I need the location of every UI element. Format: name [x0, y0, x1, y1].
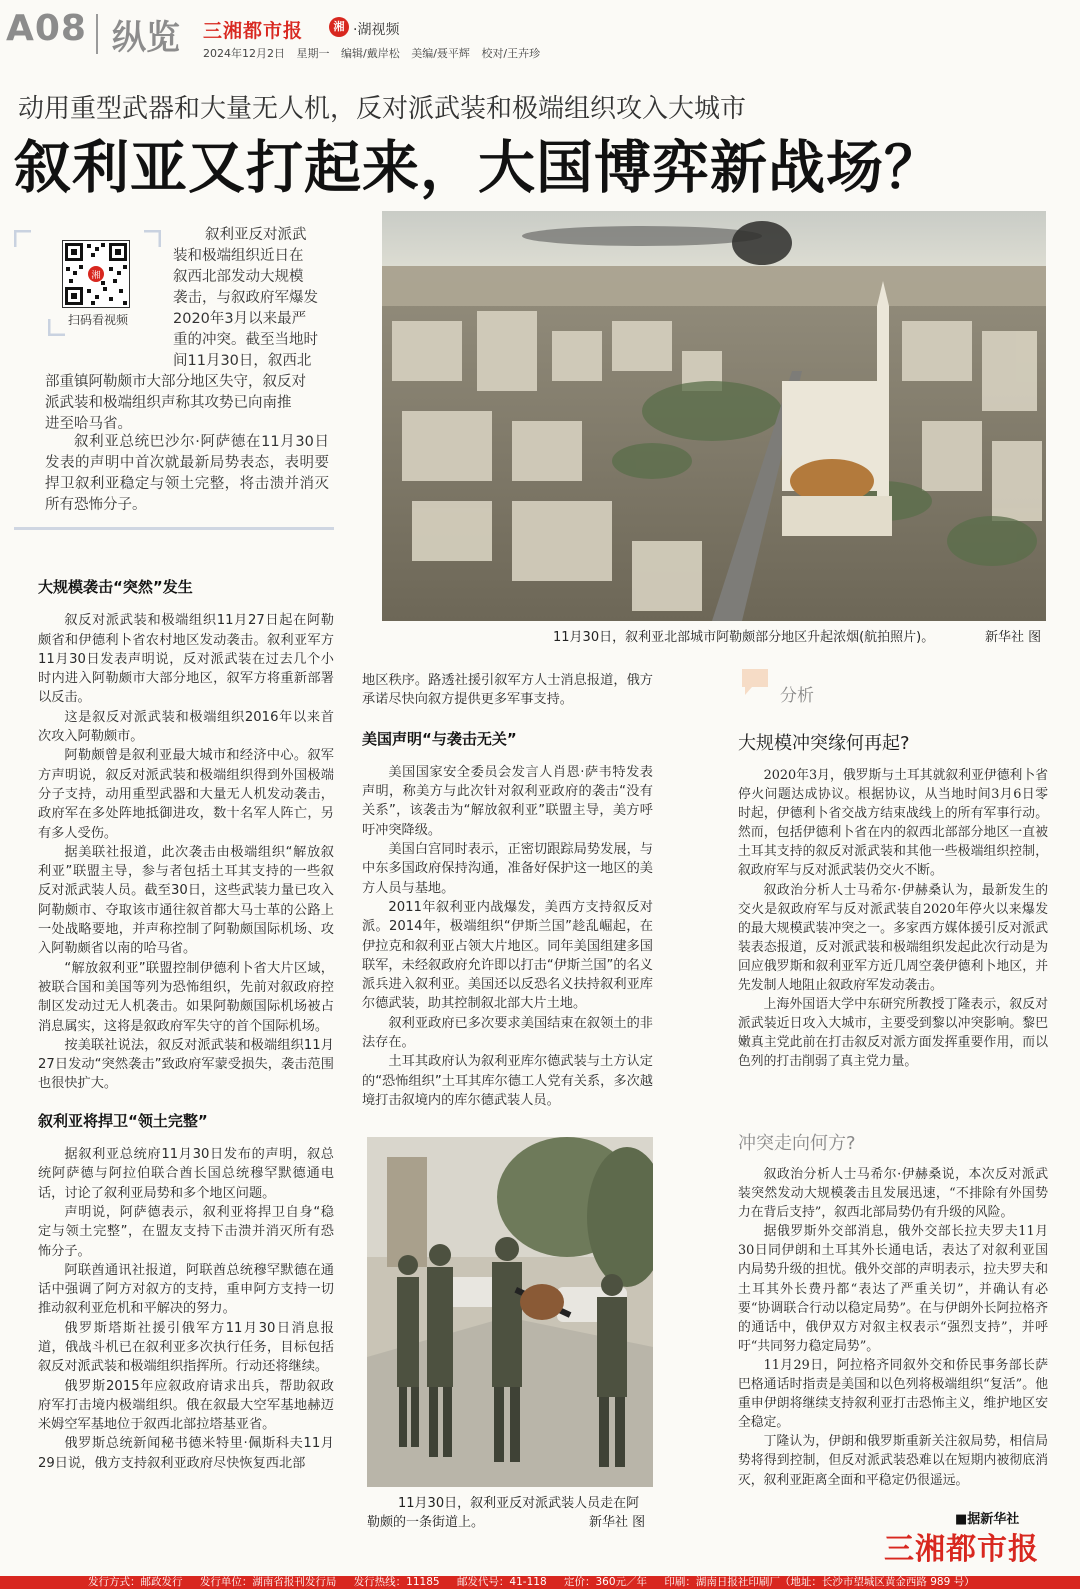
column-2 [362, 671, 653, 1110]
paragraph: 上海外国语大学中东研究所教授丁隆表示，叙反对派武装近日攻入大城市，主要受到黎以冲突影响。黎巴嫩真主党此前在打击叙反对派方面发挥重要作用，而以色列的打击削弱了真主党力量。 [738, 997, 1048, 1070]
lead-line: 2020年3月以来最严 [173, 311, 307, 327]
footer-item: 发行方式：邮政发行 [88, 1576, 183, 1588]
photo2-caption-line: 勒颇的一条街道上。 [367, 1515, 485, 1530]
app-logo-icon: 湘 [329, 17, 349, 37]
designer-credit: 美编/聂平辉 [411, 47, 470, 60]
paragraph: 叙反对派武装和极端组织11月27日起在阿勒颇省和伊德利卜省农村地区发动袭击。叙利亚军方11月30日发表声明说，反对派武装在过去几个小时内进入阿勒颇市大部分地区，叙军方将重新部署以反击。 [38, 613, 334, 706]
paragraph: 按美联社说法，叙反对派武装和极端组织11月27日发动“突然袭击”致政府军蒙受损失，袭击范围也很快扩大。 [38, 1037, 334, 1092]
photo2-caption-line: 11月30日，叙利亚反对派武装人员走在阿 [398, 1496, 640, 1511]
footer-info [88, 1576, 989, 1589]
weekday: 星期一 [296, 47, 330, 60]
article-source: ■据新华社 [955, 1512, 1020, 1527]
brand-name: 三湘都市报 [203, 20, 304, 42]
footer-item: 定价：360元／年 [563, 1576, 648, 1588]
paragraph: 丁隆认为，伊朗和俄罗斯重新关注叙局势，相信局势将得到控制，但反对派武装恐难以在短期内被彻底消灭，叙利亚距离全面和平稳定仍很遥远。 [738, 1434, 1048, 1488]
section-heading: 大规模袭击“突然”发生 [38, 578, 193, 596]
photo1-caption: 11月30日，叙利亚北部城市阿勒颇部分地区升起浓烟(航拍照片)。 [553, 630, 935, 645]
lead-line: 派武装和极端组织声称其攻势已向南推 [45, 395, 292, 411]
section-heading: 美国声明“与袭击无关” [362, 729, 517, 748]
app-name: ·湖视频 [353, 22, 400, 38]
paragraph: 这是叙反对派武装和极端组织2016年以来首次攻入阿勒颇市。 [38, 709, 334, 745]
lead-paragraph: 叙利亚总统巴沙尔·阿萨德在11月30日发表的声明中首次就最新局势表态，表明要捍卫叙利亚稳定与领土完整，将击溃并消灭所有恐怖分子。 [45, 434, 329, 513]
paragraph: 俄罗斯塔斯社援引俄军方11月30日消息报道，俄战斗机已在叙利亚多次执行任务，目标包括叙反对派武装和极端组织指挥所。行动还将继续。 [38, 1320, 334, 1375]
proofreader-credit: 校对/王卉珍 [481, 47, 541, 60]
lead-line: 重的冲突。截至当地时 [173, 332, 318, 348]
lead-line: 进至哈马省。 [45, 416, 132, 432]
frame-corner-icon [14, 230, 32, 248]
paragraph: 声明说，阿萨德表示，叙利亚将捍卫自身“稳定与领土完整”，在盟友支持下击溃并消灭所有恐怖分子。 [38, 1204, 334, 1259]
photo2-credit: 新华社 图 [589, 1515, 646, 1530]
paragraph: 美国白宫同时表示，正密切跟踪局势发展，与中东多国政府保持沟通，准备好保护这一地区的美方人员与基地。 [362, 842, 653, 896]
section-heading: 叙利亚将捍卫“领土完整” [38, 1111, 208, 1130]
section-title: 纵览 [112, 18, 180, 58]
paragraph: 美国国家安全委员会发言人肖恩·萨韦特发表声明，称美方与此次针对叙利亚政府的袭击“没有关系”，该袭击为“解放叙利亚”联盟主导，美方呼吁冲突降级。 [362, 764, 653, 838]
headline: 叙利亚又打起来，大国博弈新战场？ [14, 135, 942, 201]
paragraph: 据俄罗斯外交部消息，俄外交部长拉夫罗夫11月30日同伊朗和土耳其外长通电话，表达了对叙利亚国内局势升级的担忧。俄外交部的声明表示，拉夫罗夫和土耳其外长费丹都“表达了严重关切”，并确认有必要“协调联合行动以稳定局势”。在与伊朗外长阿拉格齐的通话中，俄伊双方对叙主权表示“强烈支持”，并呼吁“共同努力稳定局势”。 [738, 1224, 1048, 1354]
fighters-street-photo [367, 1137, 653, 1487]
lead-line: 部重镇阿勒颇市大部分地区失守，叙反对 [45, 374, 306, 390]
date-line [203, 45, 548, 61]
footer-item: 印刷：湖南日报社印刷厂（地址：长沙市望城区黄金西路 989 号） [664, 1576, 975, 1588]
qr-code-icon[interactable] [62, 240, 130, 308]
paragraph: “解放叙利亚”联盟控制伊德利卜省大片区域，被联合国和美国等列为恐怖组织，先前对叙政府控制区发动过无人机袭击。如果阿勒颇国际机场被占消息属实，这将是叙政府军失守的首个国际机场。 [38, 960, 334, 1034]
paragraph: 据美联社报道，此次袭击由极端组织“解放叙利亚”联盟主导，参与者包括土耳其支持的一些叙反对派武装人员。截至30日，这些武装力量已攻入阿勒颇市、夺取该市通往叙首都大马士革的公路上一处战略要地，并声称控制了阿勒颇国际机场、攻入阿勒颇省以南的哈马省。 [38, 844, 334, 957]
paragraph: 叙政治分析人士马希尔·伊赫桑说，本次反对派武装突然发动大规模袭击且发展迅速，“不排除有外国势力在背后支持”，叙西北部局势仍有升级的风险。 [738, 1167, 1048, 1221]
footer-logo: 三湘都市报 [884, 1532, 1039, 1567]
analysis-label: 分析 [780, 686, 814, 706]
lead-line: 装和极端组织近日在 [173, 248, 304, 264]
footer-item: 发行热线：11185 [353, 1576, 440, 1588]
paragraph: 俄罗斯总统新闻秘书德米特里·佩斯科夫11月29日说，俄方支持叙利亚政府尽快恢复西北部 [38, 1436, 334, 1471]
column-1 [38, 578, 334, 1473]
speech-bubble-icon [740, 667, 770, 697]
paragraph: 2020年3月，俄罗斯与土耳其就叙利亚伊德利卜省停火问题达成协议。根据协议，从当地时间3月6日零时起，伊德利卜省交战方结束战线上的所有军事行动。然而，包括伊德利卜省在内的叙西北部部分地区一直被土耳其支持的叙反对派武装和其他一些极端组织控制，叙政府军与反对派武装仍交火不断。 [738, 768, 1048, 879]
footer-item: 邮发代号：41-118 [456, 1576, 547, 1588]
page-number: A08 [6, 8, 87, 49]
aleppo-aerial-photo [382, 211, 1046, 621]
outlook-subheading: 冲突走向何方? [738, 1133, 856, 1154]
footer-item: 发行单位：湖南省报刊发行局 [199, 1576, 337, 1588]
svg-text:湘: 湘 [91, 271, 101, 281]
paragraph: 据叙利亚总统府11月30日发布的声明，叙总统阿萨德与阿拉伯联合酋长国总统穆罕默德通电话，讨论了叙利亚局势和多个地区问题。 [38, 1147, 334, 1201]
paragraph: 2011年叙利亚内战爆发，美西方支持叙反对派。2014年，极端组织“伊斯兰国”趁乱崛起，在伊拉克和叙利亚占领大片地区。同年美国组建多国联军，未经叙政府允许即以打击“伊斯兰国”的名义派兵进入叙利亚。美国还以反恐名义扶持叙利亚库尔德武装，助其控制叙北部大片土地。 [362, 899, 653, 1012]
paragraph: 阿联酋通讯社报道，阿联酋总统穆罕默德在通话中强调了阿方对叙方的支持，重申阿方支持一切推动叙利亚危机和平解决的努力。 [38, 1262, 334, 1317]
lead-line: 袭击，与叙政府军爆发 [173, 290, 318, 306]
qr-label: 扫码看视频 [67, 313, 128, 327]
frame-corner-icon [143, 230, 161, 248]
editor-credit: 编辑/戴岸松 [341, 47, 400, 60]
lead-line: 间11月30日，叙西北 [173, 353, 312, 369]
paragraph: 地区秩序。路透社援引叙军方人士消息报道，俄方承诺尽快向叙方提供更多军事支持。 [362, 673, 653, 708]
photo1-credit: 新华社 图 [985, 630, 1042, 645]
paragraph: 阿勒颇曾是叙利亚最大城市和经济中心。叙军方声明说，叙反对派武装和极端组织得到外国极端分子支持，动用重型武器和大量无人机发动袭击，政府军在多处阵地抵御进攻，数十名军人阵亡，另有多人受伤。 [38, 748, 334, 841]
paragraph: 叙政治分析人士马希尔·伊赫桑认为，最新发生的交火是叙政府军与反对派武装自2020年停火以来爆发的最大规模武装冲突之一。多家西方媒体援引反对派武装表态报道，反对派武装和极端组织发起此次行动是为回应俄罗斯和叙利亚军方近几周空袭伊德利卜地区，并先发制人地阻止叙政府军发动袭击。 [738, 882, 1048, 994]
column-3-part-2 [738, 1165, 1048, 1490]
paragraph: 俄罗斯2015年应叙政府请求出兵，帮助叙政府军打击境内极端组织。俄在叙最大空军基地赫迈米姆空军基地位于叙西北部拉塔基亚省。 [38, 1378, 334, 1433]
lead-line: 叙利亚反对派武 [205, 227, 307, 243]
issue-date: 2024年12月2日 [203, 47, 285, 60]
lead-line: 叙西北部发动大规模 [173, 269, 304, 285]
paragraph: 11月29日，阿拉格齐同叙外交和侨民事务部长萨巴格通话时指责是美国和以色列将极端组织“复活”。他重申伊朗将继续支持叙利亚打击恐怖主义，维护地区安全稳定。 [738, 1357, 1048, 1431]
lead-divider [14, 527, 334, 530]
header-divider [96, 14, 98, 54]
column-3-part-1 [738, 766, 1048, 1072]
analysis-subheading: 大规模冲突缘何再起? [738, 733, 910, 754]
paragraph: 土耳其政府认为叙利亚库尔德武装与土方认定的“恐怖组织”土耳其库尔德工人党有关系，多次越境打击叙境内的库尔德武装人员。 [362, 1054, 653, 1108]
paragraph: 叙利亚政府已多次要求美国结束在叙领土的非法存在。 [362, 1015, 653, 1051]
subheadline: 动用重型武器和大量无人机，反对派武装和极端组织攻入大城市 [18, 94, 747, 124]
